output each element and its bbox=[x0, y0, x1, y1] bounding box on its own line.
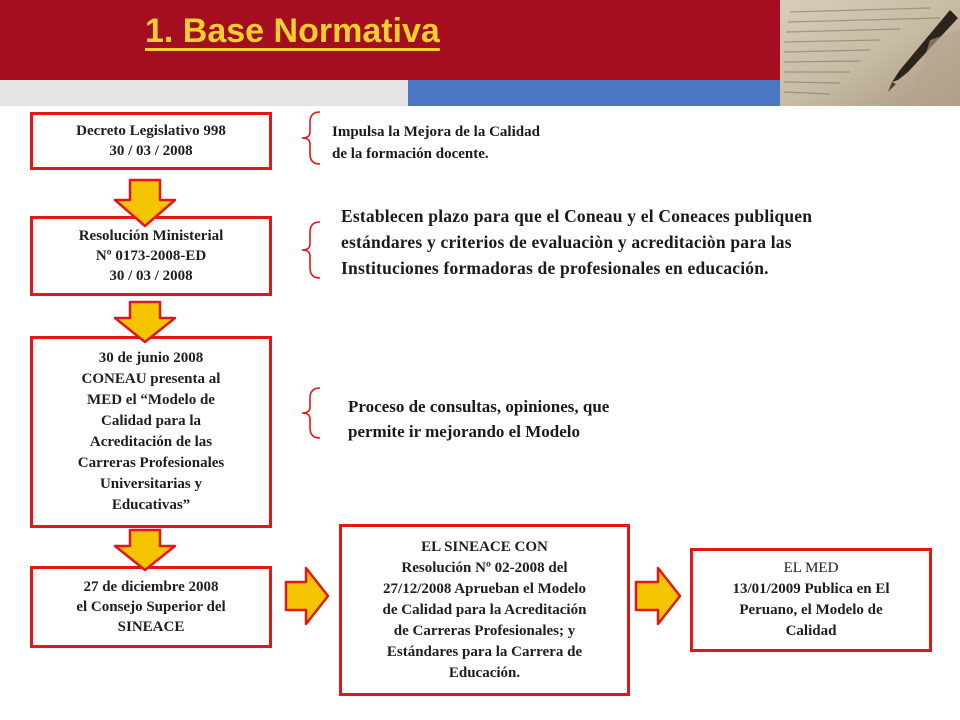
med-box bbox=[690, 548, 932, 652]
coneau-line-3: MED el “Modelo de bbox=[87, 392, 215, 408]
sineace-line-6: Estándares para la Carrera de bbox=[386, 643, 583, 660]
consejo-line-2: el Consejo Superior del bbox=[76, 598, 226, 615]
note-establecen-line-1: Establecen plazo para que el Coneau y el Coneaces publiquen bbox=[341, 206, 813, 226]
note-proceso-line-1: Proceso de consultas, opiniones, que bbox=[348, 397, 610, 416]
header-photo bbox=[780, 0, 960, 106]
resolucion-line-2: Nº 0173-2008-ED bbox=[95, 247, 207, 264]
header-strip-blue bbox=[408, 80, 780, 106]
arrow-right-icon bbox=[634, 566, 682, 626]
arrow-down-icon bbox=[112, 178, 178, 228]
sineace-box bbox=[339, 524, 630, 696]
decreto-line-2: 30 / 03 / 2008 bbox=[109, 143, 193, 159]
note-impulsa-line-1: Impulsa la Mejora de la Calidad bbox=[332, 124, 540, 140]
note-impulsa bbox=[332, 122, 540, 166]
consejo-line-3: SINEACE bbox=[117, 619, 185, 636]
resolucion-box bbox=[30, 216, 272, 296]
note-impulsa-line-2: de la formación docente. bbox=[332, 145, 489, 162]
note-establecen-line-3: Instituciones formadoras de profesionales en educación. bbox=[341, 257, 769, 278]
sineace-line-4: de Calidad para la Acreditación bbox=[382, 601, 587, 618]
left-brace-icon bbox=[300, 110, 322, 166]
decreto-box bbox=[30, 112, 272, 170]
med-line-3: Peruano, el Modelo de bbox=[739, 602, 883, 618]
arrow-down-icon bbox=[112, 300, 178, 344]
coneau-line-8: Educativas” bbox=[111, 497, 191, 513]
page-title: 1. Base Normativa bbox=[145, 12, 440, 50]
consejo-box bbox=[30, 566, 272, 648]
consejo-line-1: 27 de diciembre 2008 bbox=[83, 578, 219, 595]
sineace-line-1: EL SINEACE CON bbox=[421, 538, 548, 555]
coneau-line-5: Acreditación de las bbox=[89, 434, 213, 450]
note-establecen bbox=[341, 204, 812, 282]
arrow-right-icon bbox=[284, 566, 330, 626]
sineace-line-2: Resolución Nº 02-2008 del bbox=[401, 559, 568, 576]
note-establecen-line-2: estándares y criterios de evaluaciòn y acreditaciòn para las bbox=[341, 231, 792, 252]
sineace-line-3: 27/12/2008 Aprueban el Modelo bbox=[383, 580, 586, 597]
decreto-line-1: Decreto Legislativo 998 bbox=[76, 122, 226, 139]
coneau-line-4: Calidad para la bbox=[100, 413, 202, 429]
sineace-line-5: de Carreras Profesionales; y bbox=[393, 622, 576, 639]
coneau-line-6: Carreras Profesionales bbox=[77, 455, 225, 471]
resolucion-line-1: Resolución Ministerial bbox=[78, 227, 224, 244]
coneau-line-2: CONEAU presenta al bbox=[81, 371, 221, 387]
note-proceso bbox=[348, 395, 609, 444]
left-brace-icon bbox=[300, 386, 322, 440]
note-proceso-line-2: permite ir mejorando el Modelo bbox=[348, 421, 580, 441]
sineace-line-7: Educación. bbox=[448, 664, 521, 681]
resolucion-line-3: 30 / 03 / 2008 bbox=[109, 268, 193, 285]
arrow-down-icon bbox=[112, 528, 178, 572]
med-line-1: EL MED bbox=[783, 560, 839, 576]
coneau-box bbox=[30, 336, 272, 528]
coneau-line-1: 30 de junio 2008 bbox=[98, 350, 204, 366]
left-brace-icon bbox=[300, 220, 322, 280]
coneau-line-7: Universitarias y bbox=[99, 476, 203, 492]
med-line-2: 13/01/2009 Publica en El bbox=[732, 581, 890, 597]
med-line-4: Calidad bbox=[785, 623, 837, 639]
